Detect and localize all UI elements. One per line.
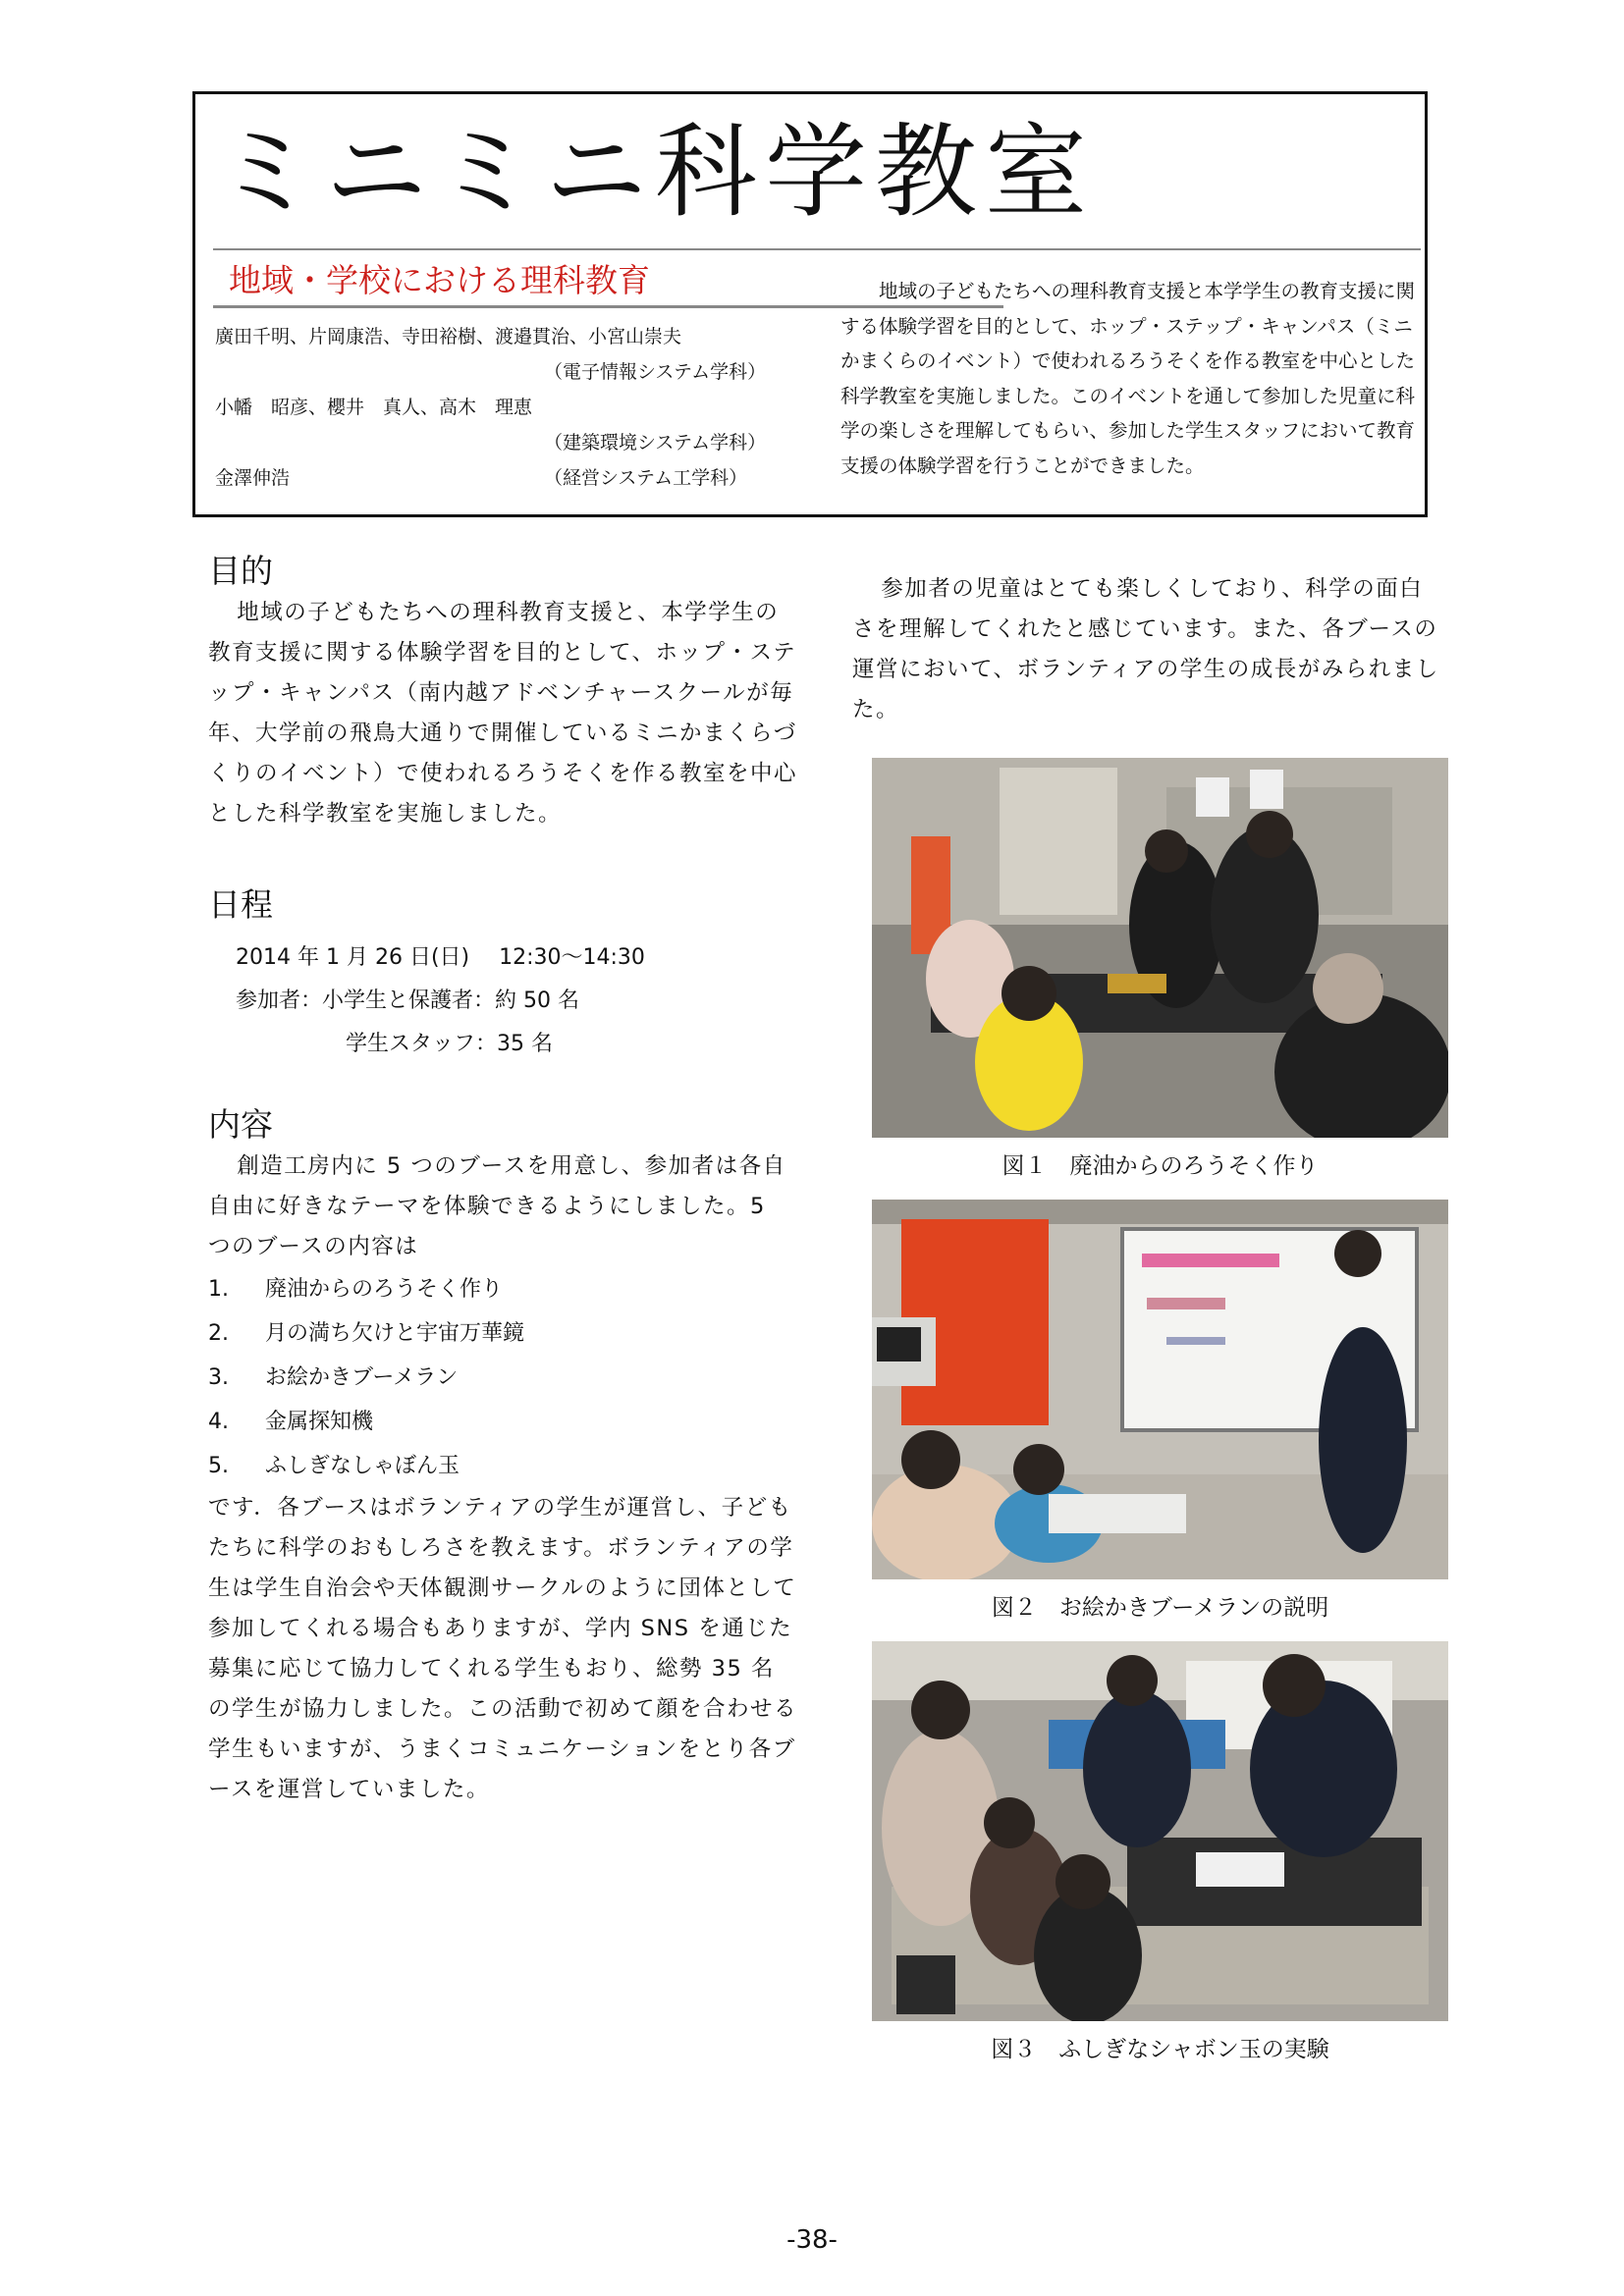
content-body: です．各ブースはボランティアの学生が運営し、子どもたちに科学のおもしろさを教えます。ボランティアの学生は学生自治会や天体観測サークルのように団体として参加してくれる場合もありますが、学内 SNS を通じた募集に応じて協力してくれる学生もおり、総勢 35 名の学生が協力しました。この活動で初めて顔を合わせる学生もいますが、うまくコミュニケーションをとり各ブースを運営していました。 [208,1495,798,1802]
list-number: 1. [208,1277,229,1302]
figure-2 [872,1200,1448,1625]
purpose-text: 地域の子どもたちへの理科教育支援と、本学学生の教育支援に関する体験学習を目的として、ホップ・ステップ・キャンパス（南内越アドベンチャースクールが毎年、大学前の飛鳥大通りで開催しているミニかまくらづくりのイベント）で使われるろうそくを作る教室を中心とした科学教室を実施しました。 [208,600,798,827]
schedule-date-line [236,936,797,980]
photo-boomerang-explanation [872,1200,1448,1579]
list-label: お絵かきブーメラン [265,1365,459,1390]
figure-caption: 図１ 廃油からのろうそく作り [1001,1153,1319,1179]
list-number: 3. [208,1365,229,1390]
title-divider [213,248,1421,250]
photo-candle-making [872,758,1448,1138]
schedule-date: 2014 年 1 月 26 日(日) [236,945,470,970]
abstract: 地域の子どもたちへの理科教育支援と本学学生の教育支援に関する体験学習を目的として、ホップ・ステップ・キャンパス（ミニかまくらのイベント）で使われるろうそくを作る教室を中心とした科学教室を実施しました。このイベントを通して参加した児童に科学の楽しさを理解してもらい、参加した学生スタッフにおいて教育支援の体験学習を行うことができました。 [840,280,1416,477]
author-names: 廣田千明、片岡康浩、寺田裕樹、渡邉貫治、小宮山崇夫 [215,326,682,347]
list-item [208,1444,797,1488]
header-box [192,91,1428,517]
author-names: 小幡 昭彦、櫻井 真人、高木 理恵 [215,397,533,418]
list-number: 4. [208,1410,229,1434]
figure-caption: 図２ お絵かきブーメランの説明 [991,1595,1329,1621]
section-heading-purpose: 目的 [208,552,273,590]
author-names: 金澤伸浩 [215,467,291,489]
booth-list [208,1267,797,1488]
list-label: ふしぎなしゃぼん玉 [265,1454,460,1478]
schedule-details [236,936,797,1066]
list-item [208,1400,797,1444]
schedule-time: 12:30～14:30 [499,945,645,970]
page-number: -38- [786,2225,838,2255]
list-label: 月の満ち欠けと宇宙万華鏡 [265,1321,525,1346]
section-heading-content: 内容 [208,1105,273,1144]
results-text: 参加者の児童はとても楽しくしており、科学の面白さを理解してくれたと感じています。また、各ブースの運営において、ボランティアの学生の成長がみられました。 [852,576,1439,722]
schedule-participants: 参加者：小学生と保護者：約 50 名 [236,988,579,1013]
author-department: （経営システム工学科） [544,467,748,489]
list-item [208,1311,797,1356]
article-subtitle: 地域・学校における理科教育 [229,261,650,299]
right-column [852,569,1441,730]
author-department: （電子情報システム学科） [544,361,767,383]
photo-soap-bubble-experiment [872,1641,1448,2021]
section-heading-schedule: 日程 [208,885,273,924]
figure-1 [872,758,1448,1183]
schedule-staff: 学生スタッフ：35 名 [346,1032,553,1056]
list-item [208,1356,797,1400]
figure-3 [872,1641,1448,2066]
article-title: ミニミニ科学教室 [215,112,1096,232]
left-column [208,550,797,1810]
list-item [208,1267,797,1311]
author-department: （建築環境システム学科） [544,432,767,454]
list-label: 廃油からのろうそく作り [265,1277,504,1302]
content-intro: 創造工房内に 5 つのブースを用意し、参加者は各自自由に好きなテーマを体験できるようにしました。5 つのブースの内容は [208,1153,786,1259]
list-label: 金属探知機 [265,1410,374,1434]
list-number: 5. [208,1454,229,1478]
figure-caption: 図３ ふしぎなシャボン玉の実験 [991,2037,1329,2062]
list-number: 2. [208,1321,229,1346]
